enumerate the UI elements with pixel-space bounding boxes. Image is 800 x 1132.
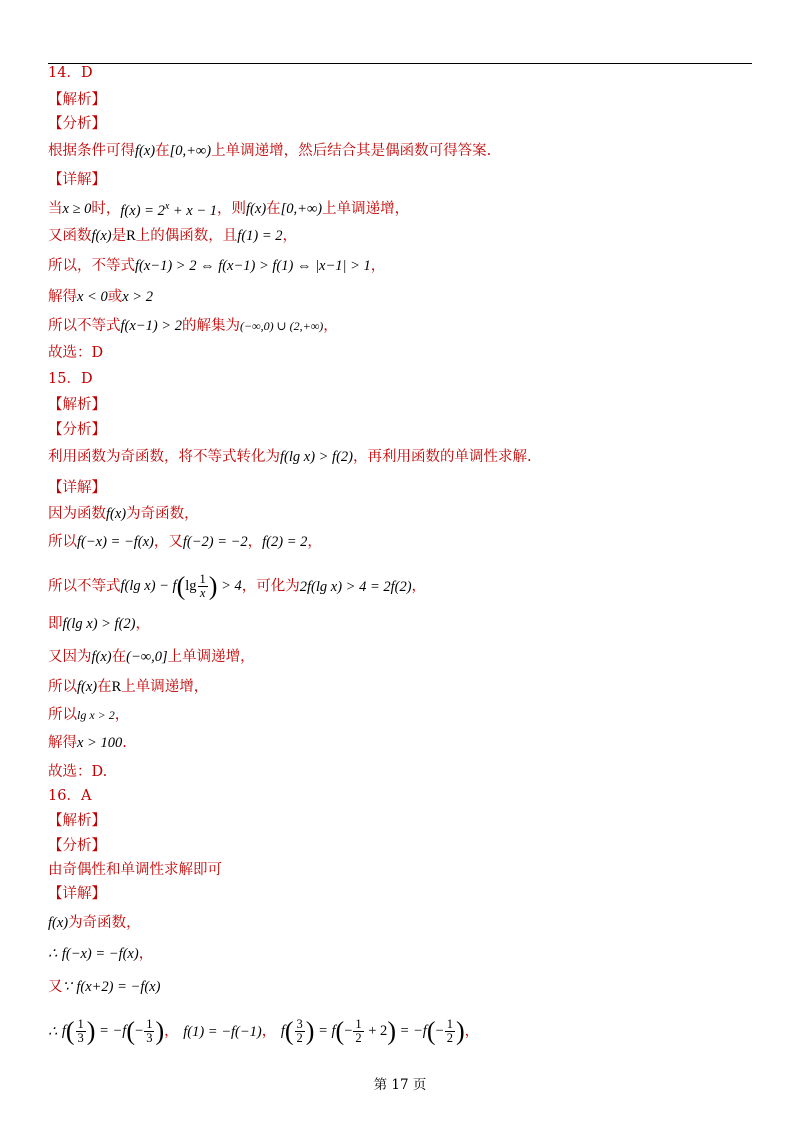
numerator: 1 xyxy=(77,1017,84,1031)
text: R xyxy=(111,679,122,695)
math: f(lg x) − f(lg $\frac{1}{x}$ ) > 4 xyxy=(120,571,242,601)
text: 所以，不等式 xyxy=(48,258,135,274)
fraction xyxy=(353,1018,363,1045)
text: + x − 1 xyxy=(169,202,218,219)
text: 上单调递增， xyxy=(121,679,209,695)
analysis-14 xyxy=(48,141,491,161)
text: f xyxy=(280,1022,285,1039)
choose-14 xyxy=(48,343,103,363)
math: f(2) = 2 xyxy=(262,534,308,550)
section-jiexi xyxy=(48,395,106,415)
text: > 4 xyxy=(217,577,242,594)
text: 或 xyxy=(107,289,123,305)
text: 是 xyxy=(111,228,127,244)
text: 又 xyxy=(48,979,63,995)
math: f( $\frac{1}{3}$ ) = −f(− $\frac{1}{3}$ ) xyxy=(61,1016,165,1046)
math: x > 100 xyxy=(77,735,123,751)
text: 【分析】 xyxy=(48,116,106,132)
numerator: 1 xyxy=(355,1017,362,1031)
text: ， xyxy=(282,228,298,244)
answer-16 xyxy=(48,786,91,806)
text: 为奇函数， xyxy=(68,915,141,931)
math: f( $\frac{3}{2}$ ) = f(− $\frac{1}{2}$ + 2) = −f(− $\frac{1}{2}$ ) xyxy=(280,1016,465,1046)
text: 又因为 xyxy=(48,649,92,665)
text: 所以 xyxy=(48,707,77,723)
math: f(1) = −f(−1) xyxy=(183,1023,262,1040)
text: f(x) = 2 xyxy=(120,202,165,219)
text: 上单调递增，然后结合其是偶函数可得答案. xyxy=(211,143,492,159)
detail-15-line4 xyxy=(48,614,150,634)
math: f(−2) = −2 xyxy=(182,534,248,550)
detail-15-line6 xyxy=(48,677,208,697)
math: f(x+2) = −f(x) xyxy=(76,979,161,995)
math: f(x) xyxy=(91,649,112,665)
text: ， xyxy=(370,258,386,274)
math: f(x) xyxy=(48,915,69,931)
detail-14-line1 xyxy=(48,197,409,221)
detail-14-line2 xyxy=(48,226,297,246)
text: 时， xyxy=(91,200,121,217)
denominator: 2 xyxy=(296,1031,303,1045)
detail-16-line2 xyxy=(48,944,153,964)
detail-16-line3 xyxy=(48,977,160,997)
text: ， xyxy=(323,318,338,334)
page-number: 第 17 页 xyxy=(373,1077,427,1093)
numerator: 3 xyxy=(296,1017,303,1031)
denominator: 3 xyxy=(77,1031,84,1045)
text: 16．A xyxy=(48,788,92,804)
text: 在 xyxy=(97,679,112,695)
section-xiangjie xyxy=(48,478,106,498)
math: 2f(lg x) > 4 = 2f(2) xyxy=(299,578,412,595)
text: R xyxy=(126,228,136,244)
math: x < 0 xyxy=(77,289,108,305)
detail-16-line4 xyxy=(48,1018,479,1045)
detail-15-line2 xyxy=(48,532,322,552)
text: + 2 xyxy=(364,1022,388,1039)
text: f xyxy=(61,1022,66,1039)
therefore-symbol: ∴ xyxy=(48,1023,58,1040)
math: f(−x) = −f(x) xyxy=(61,946,139,962)
text: 故选：D. xyxy=(48,764,108,780)
detail-15-line3 xyxy=(48,573,426,600)
math: x > 2 xyxy=(122,289,153,305)
text: 所以不等式 xyxy=(48,318,121,334)
text: lg xyxy=(185,577,197,594)
text: 上单调递增， xyxy=(167,649,255,665)
section-xiangjie xyxy=(48,170,106,190)
choose-15 xyxy=(48,762,107,782)
text: 【解析】 xyxy=(48,92,106,108)
math: lg x > 2 xyxy=(77,708,115,722)
text: − xyxy=(344,1022,353,1039)
text: 上单调递增， xyxy=(322,200,410,217)
section-xiangjie xyxy=(48,884,106,904)
because-symbol: ∵ xyxy=(62,979,72,995)
detail-14-line5 xyxy=(48,316,338,336)
analysis-15 xyxy=(48,447,532,467)
math: f(−x) = −f(x) xyxy=(77,534,154,550)
text: 所以不等式 xyxy=(48,578,121,595)
math: f(lg x) > f(2) xyxy=(280,449,353,465)
section-fenxi xyxy=(48,420,106,440)
denominator: x xyxy=(199,586,206,600)
text: ， xyxy=(307,534,322,550)
text: ， xyxy=(114,707,130,723)
detail-15-line8 xyxy=(48,733,127,753)
text: = −f xyxy=(395,1022,427,1039)
text: 故选：D xyxy=(48,345,104,361)
text: ， xyxy=(135,616,150,632)
math: (−∞,0] xyxy=(126,649,168,665)
text: 利用函数为奇函数，将不等式转化为 xyxy=(48,449,280,465)
math: [0,+∞) xyxy=(169,143,212,159)
text: 为奇函数， xyxy=(126,506,199,522)
detail-15-line1 xyxy=(48,504,199,524)
math: f(lg x) > f(2) xyxy=(62,616,136,632)
text: 在 xyxy=(155,143,170,159)
numerator: 1 xyxy=(199,572,206,586)
text: 即 xyxy=(48,616,63,632)
section-jiexi xyxy=(48,811,106,831)
section-fenxi xyxy=(48,836,106,856)
math: (−∞,0) ∪ (2,+∞) xyxy=(239,319,324,333)
text: ，再利用函数的单调性求解. xyxy=(353,449,532,465)
section-fenxi xyxy=(48,114,106,134)
text: 在 xyxy=(111,649,127,665)
therefore-symbol: ∴ xyxy=(48,946,58,962)
fraction xyxy=(198,573,208,600)
text: ，则 xyxy=(217,200,247,217)
math: f(x) xyxy=(246,200,267,217)
text: . xyxy=(122,735,127,751)
text: = f xyxy=(314,1022,336,1039)
text: f(lg x) − f xyxy=(120,577,177,594)
text: ， xyxy=(261,1023,277,1040)
text: 15．D xyxy=(48,371,93,387)
math: [0,+∞) xyxy=(280,200,323,217)
text: ， xyxy=(464,1023,480,1040)
text: − xyxy=(435,1022,444,1039)
text: 【详解】 xyxy=(48,172,106,188)
math xyxy=(120,197,217,221)
math: f(x) xyxy=(135,143,156,159)
fraction xyxy=(295,1018,305,1045)
detail-15-line5 xyxy=(48,647,255,667)
text: ， xyxy=(247,534,263,550)
text: 解得 xyxy=(48,735,77,751)
text: 的解集为 xyxy=(181,318,240,334)
text: 解得 xyxy=(48,289,77,305)
text: 【解析】 xyxy=(48,397,106,413)
text: 当 xyxy=(48,200,63,217)
math: f(x) xyxy=(91,228,112,244)
text: 所以 xyxy=(48,679,77,695)
text: ，可化为 xyxy=(241,578,300,595)
text: ， xyxy=(164,1023,179,1040)
detail-14-line3 xyxy=(48,256,385,276)
detail-14-line4 xyxy=(48,287,153,307)
denominator: 3 xyxy=(146,1031,153,1045)
numerator: 1 xyxy=(446,1017,453,1031)
text: 由奇偶性和单调性求解即可 xyxy=(48,862,222,878)
fraction xyxy=(445,1018,455,1045)
math: f(x−1) > 2 xyxy=(120,318,182,334)
math: x ≥ 0 xyxy=(62,200,92,217)
text: − xyxy=(135,1022,144,1039)
text: 【分析】 xyxy=(48,838,106,854)
math: f(x) xyxy=(77,679,98,695)
text: 【解析】 xyxy=(48,813,106,829)
math: f(x−1) > 2 ⇔ f(x−1) > f(1) ⇔ |x−1| > 1 xyxy=(135,258,371,274)
text: 14．D xyxy=(48,65,93,81)
text: 【详解】 xyxy=(48,480,106,496)
section-jiexi xyxy=(48,90,106,110)
text: ，又 xyxy=(153,534,183,550)
text: 【详解】 xyxy=(48,886,106,902)
math: f(x) xyxy=(106,506,127,522)
fraction xyxy=(144,1018,154,1045)
text: 【分析】 xyxy=(48,422,106,438)
fraction xyxy=(76,1018,86,1045)
text: 又函数 xyxy=(48,228,92,244)
text: ， xyxy=(411,578,427,595)
detail-16-line1 xyxy=(48,913,141,933)
denominator: 2 xyxy=(355,1031,362,1045)
answer-15 xyxy=(48,369,93,389)
text: 上的偶函数，且 xyxy=(135,228,238,244)
text: 根据条件可得 xyxy=(48,143,135,159)
math: f(1) = 2 xyxy=(237,228,283,244)
text: ， xyxy=(138,946,154,962)
text: x xyxy=(164,201,170,212)
detail-15-line7 xyxy=(48,705,129,725)
denominator: 2 xyxy=(446,1031,453,1045)
header-rule xyxy=(48,63,752,64)
numerator: 1 xyxy=(146,1017,153,1031)
text: 因为函数 xyxy=(48,506,106,522)
text: 在 xyxy=(266,200,281,217)
analysis-16 xyxy=(48,860,222,880)
text: = −f xyxy=(95,1022,127,1039)
text: 所以 xyxy=(48,534,77,550)
answer-14 xyxy=(48,63,93,83)
